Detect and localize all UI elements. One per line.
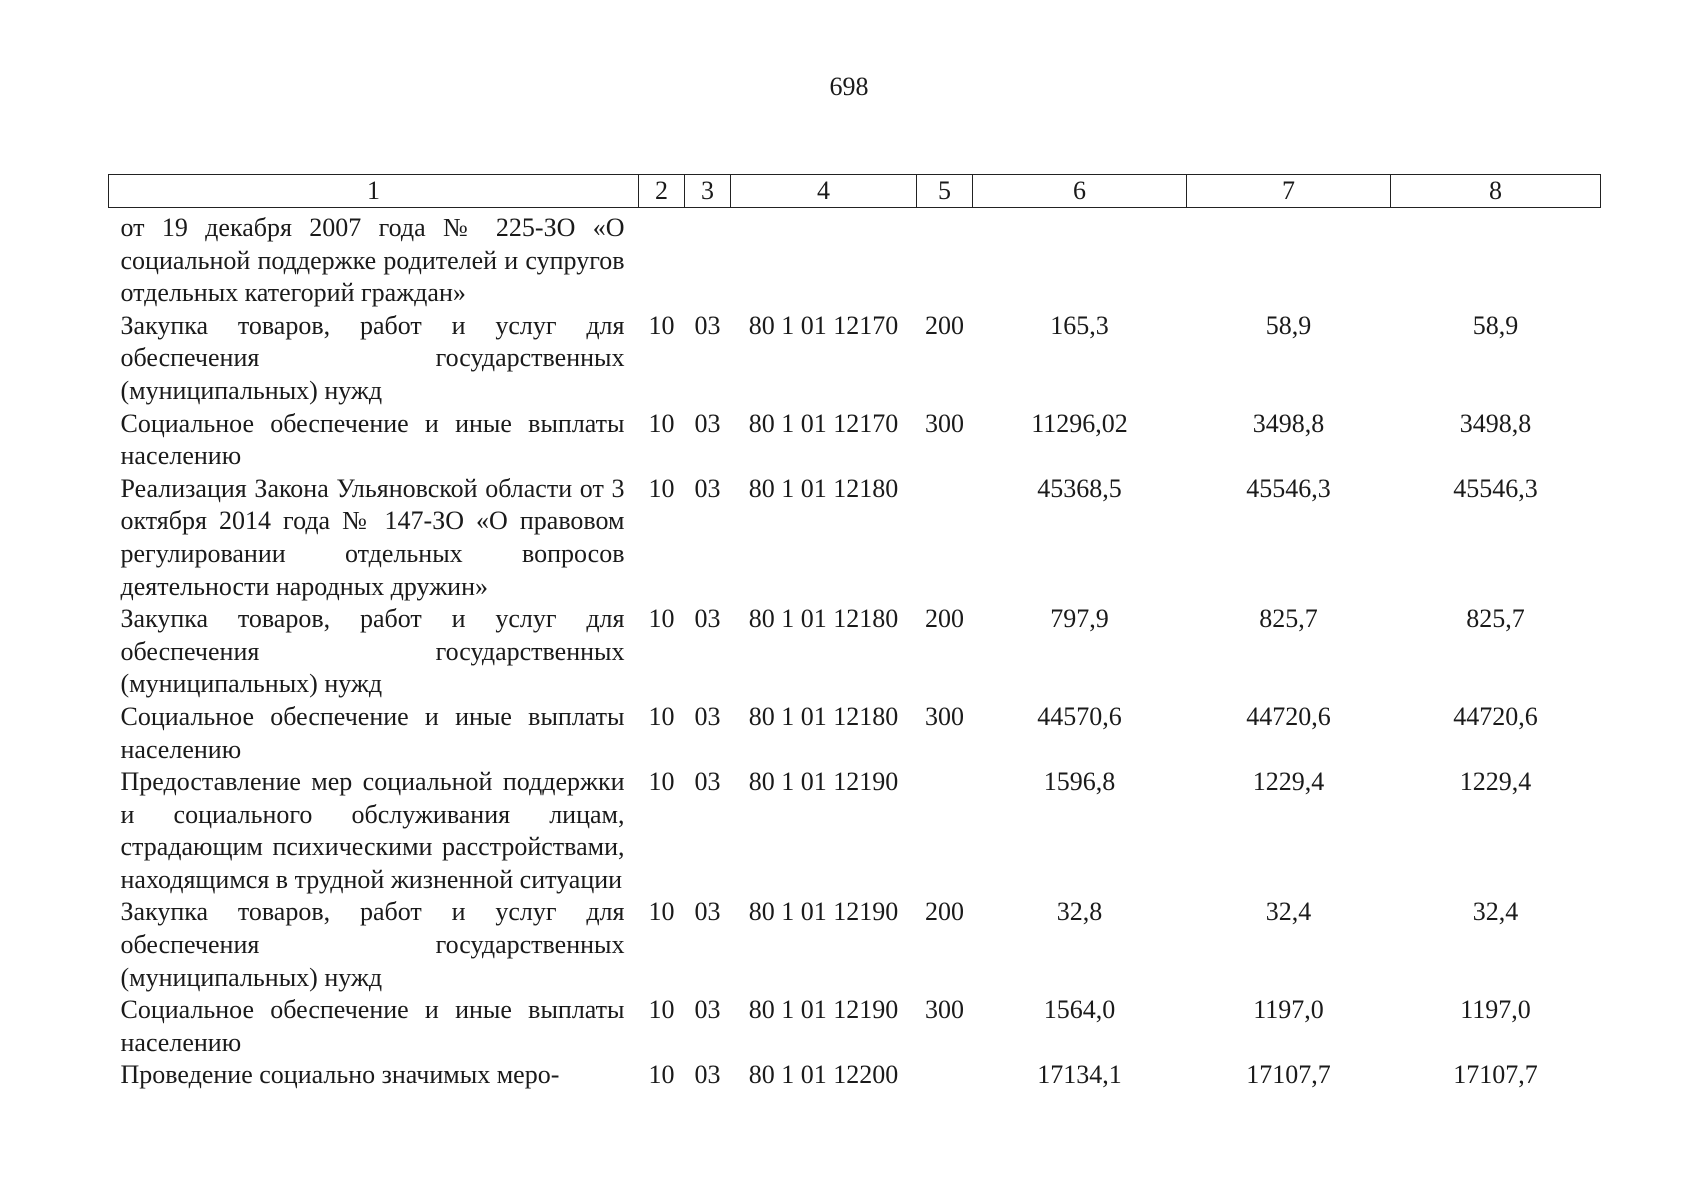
row-name: Социальное обеспечение и иные выплаты населению (120, 408, 625, 471)
row-amount-col8: 3498,8 (1459, 408, 1532, 438)
row-amount-col6 (973, 208, 1187, 310)
table-row (109, 603, 1601, 701)
table-row (109, 473, 1601, 603)
row-subsection: 03 (694, 995, 721, 1025)
row-amount-col8: 32,4 (1472, 897, 1519, 927)
row-expense-type: 200 (925, 310, 964, 340)
table-header (109, 175, 1601, 208)
row-amount-col7 (1187, 208, 1391, 310)
row-name: Реализация Закона Ульяновской области от 3 октября 2014 года № 147-ЗО «О правовом регулировании отдельных вопросов деятельности народных дружин» (120, 473, 625, 601)
row-amount-col8: 45546,3 (1453, 473, 1538, 503)
header-col-7: 7 (1187, 175, 1391, 208)
header-col-3: 3 (685, 175, 731, 208)
row-amount-col7: 1197,0 (1253, 995, 1324, 1025)
table-row (109, 408, 1601, 473)
row-section (639, 208, 685, 310)
row-amount-col7: 825,7 (1259, 604, 1318, 634)
row-amount-col8: 17107,7 (1453, 1060, 1538, 1090)
row-amount-col6: 165,3 (1050, 310, 1109, 340)
table-row (109, 766, 1601, 896)
table-row (109, 310, 1601, 408)
row-amount-col8: 825,7 (1466, 604, 1525, 634)
row-expense-type: 300 (925, 995, 964, 1025)
header-row (109, 175, 1601, 208)
row-amount-col6: 797,9 (1050, 604, 1109, 634)
row-subsection: 03 (694, 310, 721, 340)
row-amount-col7: 17107,7 (1246, 1060, 1331, 1090)
table-row (109, 896, 1601, 994)
row-expense-type (917, 1059, 973, 1092)
row-amount-col7: 45546,3 (1246, 473, 1331, 503)
row-amount-col8: 58,9 (1472, 310, 1519, 340)
row-amount-col6: 32,8 (1056, 897, 1103, 927)
row-target-code: 80 1 01 12170 (748, 408, 899, 438)
row-expense-type (917, 208, 973, 310)
row-name: Проведение социально значимых меро- (120, 1060, 560, 1090)
row-target-code: 80 1 01 12190 (748, 995, 899, 1025)
row-section: 10 (648, 473, 675, 503)
row-amount-col8: 1197,0 (1460, 995, 1531, 1025)
row-expense-type: 300 (925, 408, 964, 438)
header-col-1: 1 (109, 175, 639, 208)
row-amount-col6: 1596,8 (1043, 767, 1116, 797)
row-amount-col7: 3498,8 (1252, 408, 1325, 438)
row-amount-col7: 44720,6 (1246, 701, 1331, 731)
row-target-code: 80 1 01 12190 (748, 897, 899, 927)
row-subsection: 03 (694, 897, 721, 927)
row-subsection: 03 (694, 701, 721, 731)
budget-table (108, 174, 1601, 1092)
row-target-code: 80 1 01 12180 (748, 604, 899, 634)
row-section: 10 (648, 1060, 675, 1090)
row-name: Социальное обеспечение и иные выплаты населению (120, 995, 625, 1057)
table-row (109, 208, 1601, 310)
row-amount-col6: 17134,1 (1037, 1060, 1122, 1090)
row-section: 10 (648, 767, 675, 797)
row-expense-type (917, 766, 973, 896)
row-amount-col7: 32,4 (1265, 897, 1312, 927)
row-name: от 19 декабря 2007 года № 225-ЗО «О социальной поддержке родителей и супругов отдельных категорий граждан» (120, 213, 625, 308)
header-col-8: 8 (1391, 175, 1601, 208)
row-amount-col6: 11296,02 (1031, 408, 1128, 438)
row-expense-type (917, 473, 973, 603)
table-row (109, 1059, 1601, 1092)
row-amount-col8: 44720,6 (1453, 701, 1538, 731)
row-target-code: 80 1 01 12190 (748, 767, 899, 797)
row-expense-type: 200 (925, 897, 964, 927)
row-amount-col8 (1391, 208, 1601, 310)
row-name: Закупка товаров, работ и услуг для обеспечения государственных (муниципальных) нужд (120, 310, 625, 405)
row-section: 10 (648, 604, 675, 634)
row-target-code: 80 1 01 12180 (748, 473, 899, 503)
row-target-code (731, 208, 917, 310)
table-row (109, 701, 1601, 766)
row-target-code: 80 1 01 12170 (748, 310, 899, 340)
row-name: Предоставление мер социальной поддержки и социального обслуживания лицам, страдающим психическими расстройствами, находящимся в трудной жизненной ситуации (120, 767, 625, 894)
row-amount-col6: 45368,5 (1037, 473, 1122, 503)
row-subsection: 03 (694, 473, 721, 503)
row-subsection (685, 208, 731, 310)
row-section: 10 (648, 408, 675, 438)
header-col-6: 6 (973, 175, 1187, 208)
row-amount-col8: 1229,4 (1459, 767, 1532, 797)
row-amount-col7: 58,9 (1265, 310, 1312, 340)
row-expense-type: 300 (925, 701, 964, 731)
row-section: 10 (648, 995, 675, 1025)
row-subsection: 03 (694, 1060, 721, 1090)
row-subsection: 03 (694, 767, 721, 797)
header-col-2: 2 (639, 175, 685, 208)
row-section: 10 (648, 701, 675, 731)
row-section: 10 (648, 897, 675, 927)
table-row (109, 994, 1601, 1059)
row-amount-col6: 44570,6 (1037, 701, 1122, 731)
page-number: 698 (829, 72, 869, 101)
row-subsection: 03 (694, 604, 721, 634)
row-amount-col7: 1229,4 (1252, 767, 1325, 797)
row-amount-col6: 1564,0 (1043, 995, 1116, 1025)
row-target-code: 80 1 01 12200 (748, 1060, 899, 1090)
row-name: Закупка товаров, работ и услуг для обеспечения государственных (муниципальных) нужд (120, 897, 625, 992)
header-col-4: 4 (731, 175, 917, 208)
row-target-code: 80 1 01 12180 (748, 701, 899, 731)
row-subsection: 03 (694, 408, 721, 438)
header-col-5: 5 (917, 175, 973, 208)
row-name: Социальное обеспечение и иные выплаты населению (120, 701, 625, 764)
row-section: 10 (648, 310, 675, 340)
table-body (109, 208, 1601, 1093)
row-expense-type: 200 (925, 604, 964, 634)
row-name: Закупка товаров, работ и услуг для обеспечения государственных (муниципальных) нужд (120, 604, 625, 699)
